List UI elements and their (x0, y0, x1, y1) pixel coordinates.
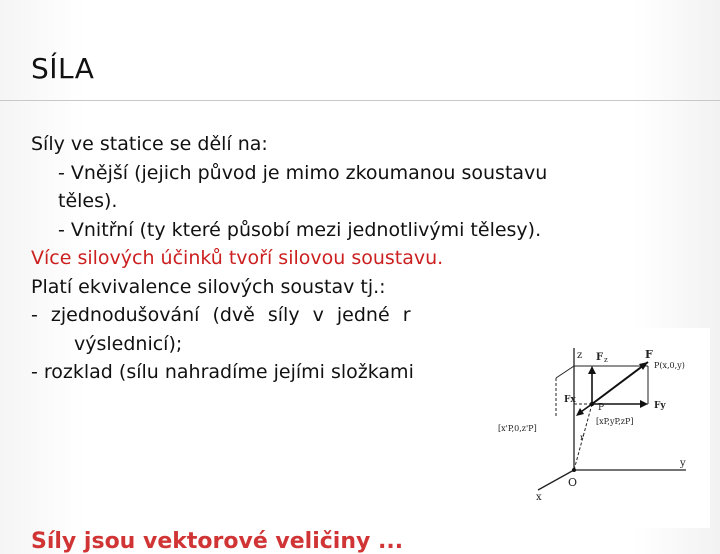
slide-title: SÍLA (31, 52, 95, 85)
body-line-5: Více silových účinků tvoří silovou soustavu. (31, 247, 444, 269)
point-coords-label: P(x,0,y) (654, 361, 685, 370)
y-axis-label: y (680, 458, 686, 469)
origin-label: O (568, 476, 578, 489)
fy-label: Fy (654, 401, 666, 411)
z-axis-label: z (577, 350, 583, 361)
body-line-4: - Vnitřní (ty které působí mezi jednotlivými tělesy). (58, 218, 542, 241)
coords-left-label: [x'P,0,z'P] (498, 424, 537, 433)
body-line-9: - rozklad (sílu nahradíme jejími složkami (31, 361, 414, 383)
body-line-3: těles). (58, 190, 118, 212)
bottom-partial-text: Síly jsou vektorové veličiny ... (31, 529, 404, 554)
x-axis-label: x (536, 492, 542, 503)
fz-label: F (596, 352, 604, 363)
fz-subscript: z (604, 356, 608, 364)
body-line-7: - zjednodušování (dvě síly v jedné r (31, 304, 411, 326)
point-p-label: P (598, 403, 605, 413)
fx-label: Fx (564, 395, 576, 405)
point-p-marker (590, 402, 594, 406)
body-line-8: výslednicí); (74, 332, 183, 355)
force-decomposition-figure (488, 328, 710, 528)
body-line-6: Platí ekvivalence silových soustav tj.: (31, 275, 386, 298)
origin-marker (572, 468, 576, 472)
bottom-partial-line (31, 524, 691, 554)
body-line-2: - Vnější (jejich původ je mimo zkoumanou soustavu (58, 161, 548, 184)
body-line-1: Síly ve statice se dělí na: (31, 133, 268, 155)
coords-mid-label: [xP,yP,zP] (596, 417, 634, 426)
r-vector-label: r (580, 433, 584, 442)
f-label: F (645, 348, 653, 361)
title-divider (0, 100, 720, 101)
